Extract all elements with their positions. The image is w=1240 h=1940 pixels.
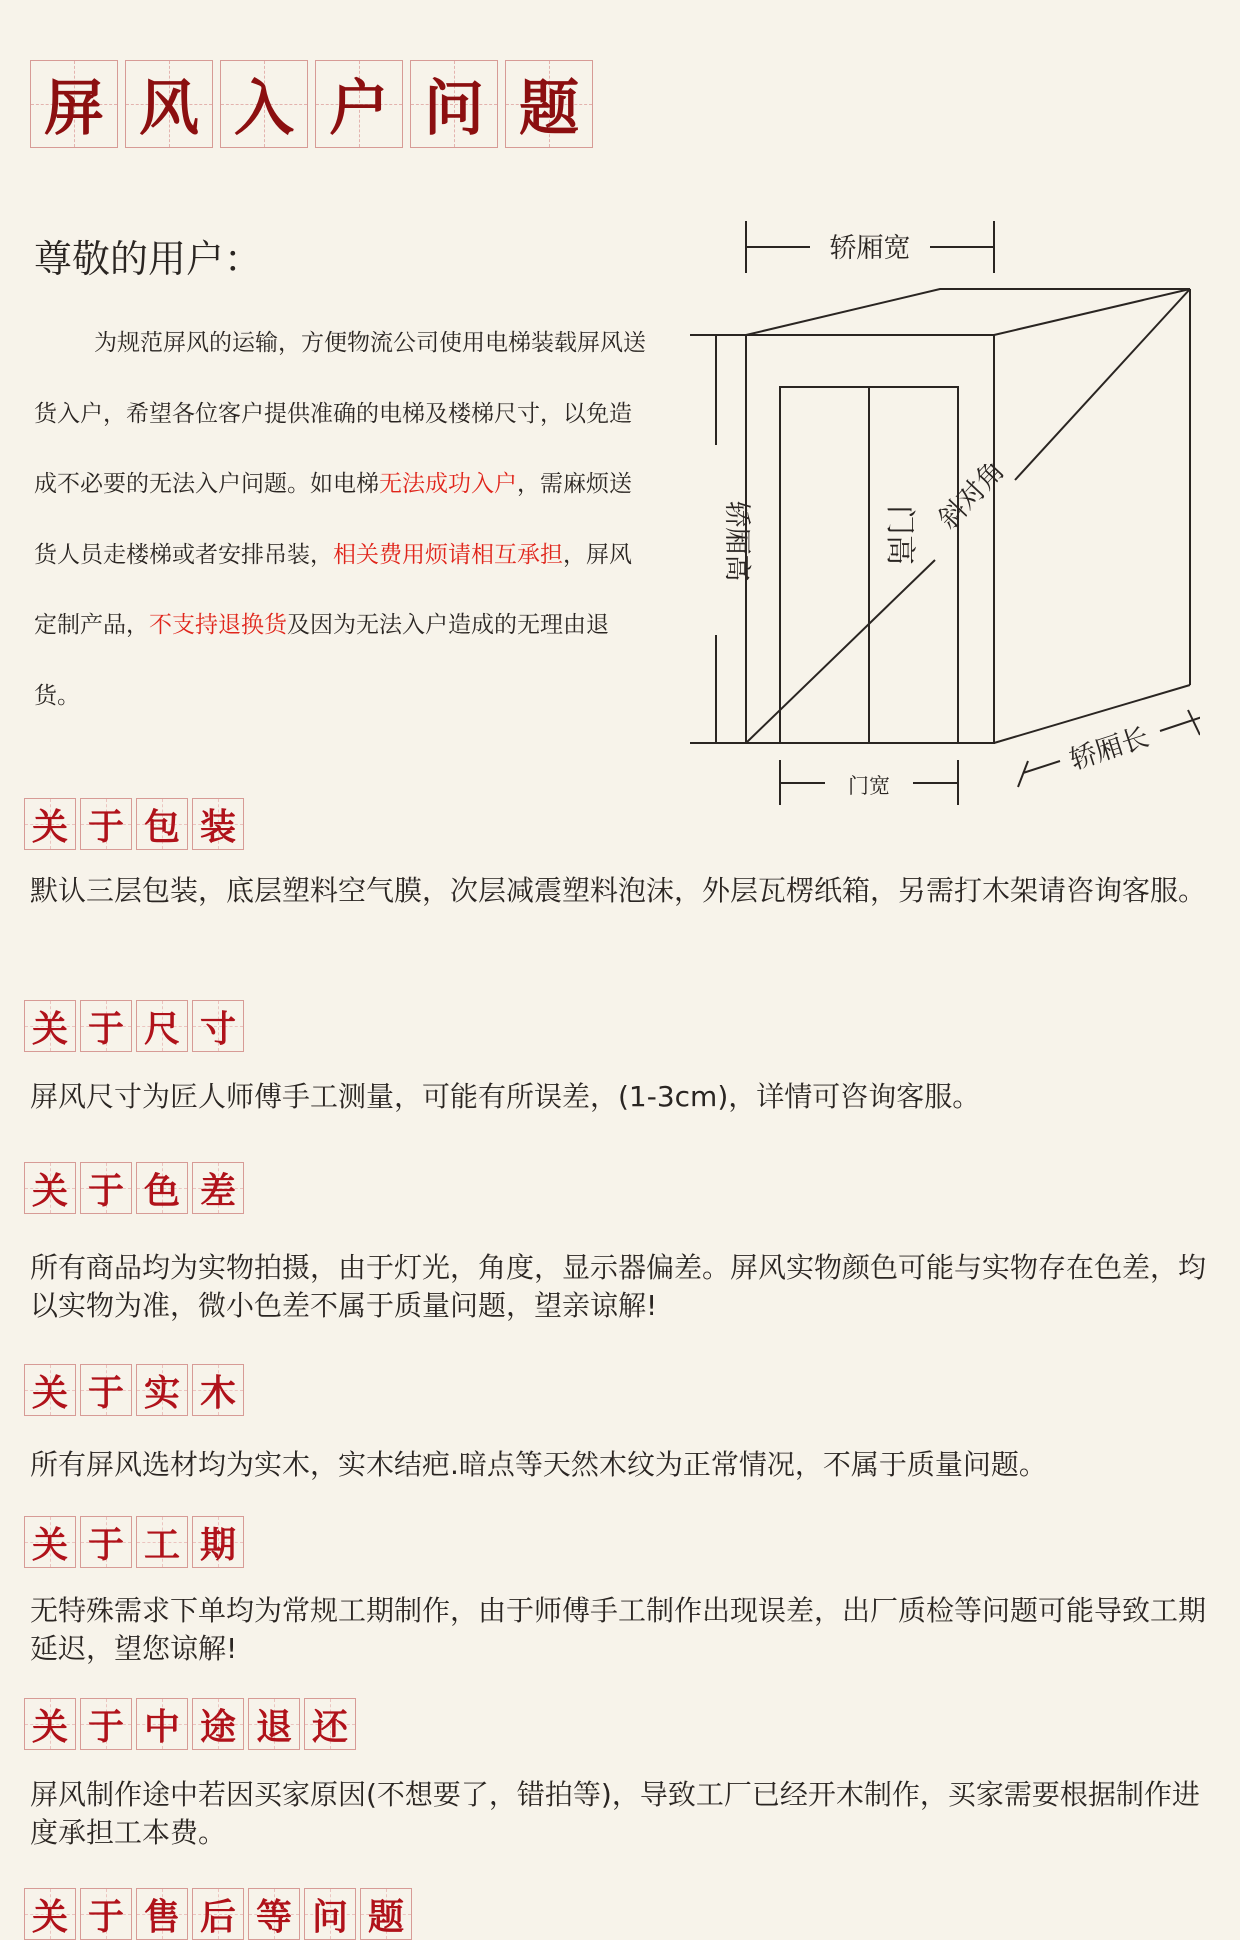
section-title-char: 期 [192, 1516, 244, 1568]
section-title-char: 题 [360, 1888, 412, 1940]
label-car-length: 轿厢长 [1066, 721, 1153, 777]
label-diagonal: 斜对角 [932, 455, 1011, 536]
section-title-char: 工 [136, 1516, 188, 1568]
section-title-char: 于 [80, 798, 132, 850]
title-char: 户 [315, 60, 403, 148]
section-title-char: 色 [136, 1162, 188, 1214]
label-door-width: 门宽 [848, 774, 890, 798]
section-title-char: 于 [80, 1888, 132, 1940]
section-text-midway-return: 屏风制作途中若因买家原因(不想要了，错拍等)，导致工厂已经开木制作，买家需要根据制作进度承担工本费。 [30, 1778, 1200, 1849]
notice-warning: 不支持退换货 [149, 612, 287, 638]
section-title-char: 中 [136, 1698, 188, 1750]
section-title-char: 木 [192, 1364, 244, 1416]
label-door-height: 门高 [882, 505, 917, 565]
section-title-char: 关 [24, 1364, 76, 1416]
notice-text: 为规范屏风的运输，方便物流公司使用电梯装载屏风送货入户，希望各位客户提供准确的电梯及楼梯尺寸，以免造成不必要的无法入户问题。如电梯 [34, 330, 646, 497]
label-car-width: 轿厢宽 [829, 233, 911, 264]
notice-paragraph [34, 308, 652, 731]
section-title-char: 途 [192, 1698, 244, 1750]
label-car-height: 轿厢高 [721, 500, 752, 582]
section-title-char: 于 [80, 1364, 132, 1416]
section-title-color [24, 1162, 248, 1214]
notice-warning: 无法成功入户 [379, 471, 517, 497]
section-title-wood [24, 1364, 248, 1416]
section-title-char: 寸 [192, 1000, 244, 1052]
notice-text: ，屏风定制产品， [34, 541, 632, 638]
section-title-char: 问 [304, 1888, 356, 1940]
section-title-char: 还 [304, 1698, 356, 1750]
notice-text: 及因为无法入户造成的无理由退货。 [34, 612, 609, 709]
section-title-char: 于 [80, 1698, 132, 1750]
title-char: 问 [410, 60, 498, 148]
section-title-after-sales [24, 1888, 416, 1940]
section-title-char: 尺 [136, 1000, 188, 1052]
section-title-char: 装 [192, 798, 244, 850]
section-title-size [24, 1000, 248, 1052]
section-title-char: 于 [80, 1000, 132, 1052]
section-title-char: 实 [136, 1364, 188, 1416]
section-title-char: 退 [248, 1698, 300, 1750]
section-title-midway-return [24, 1698, 360, 1750]
section-title-char: 等 [248, 1888, 300, 1940]
section-title-char: 于 [80, 1162, 132, 1214]
section-title-char: 差 [192, 1162, 244, 1214]
section-title-char: 后 [192, 1888, 244, 1940]
section-title-char: 关 [24, 1888, 76, 1940]
section-title-char: 关 [24, 798, 76, 850]
section-text-packaging: 默认三层包装，底层塑料空气膜，次层减震塑料泡沫，外层瓦楞纸箱，另需打木架请咨询客服。 [30, 874, 1207, 907]
section-text-color: 所有商品均为实物拍摄，由于灯光，角度，显示器偏差。屏风实物颜色可能与实物存在色差，均以实物为准，微小色差不属于质量问题，望亲谅解! [30, 1251, 1207, 1322]
section-title-schedule [24, 1516, 248, 1568]
notice-text: ，需麻烦送货人员走楼梯或者安排吊装， [34, 471, 632, 568]
section-text-wood: 所有屏风选材均为实木，实木结疤.暗点等天然木纹为正常情况，不属于质量问题。 [30, 1448, 1047, 1481]
section-text-size: 屏风尺寸为匠人师傅手工测量，可能有所误差，(1-3cm)，详情可咨询客服。 [30, 1080, 981, 1113]
section-title-char: 售 [136, 1888, 188, 1940]
section-title-char: 关 [24, 1698, 76, 1750]
elevator-diagram [660, 205, 1200, 805]
section-text-schedule: 无特殊需求下单均为常规工期制作，由于师傅手工制作出现误差，出厂质检等问题可能导致工期延迟，望您谅解! [30, 1594, 1207, 1665]
section-title-char: 关 [24, 1162, 76, 1214]
page-title [30, 60, 600, 148]
section-title-packaging [24, 798, 248, 850]
greeting: 尊敬的用户： [34, 237, 263, 281]
section-title-char: 包 [136, 798, 188, 850]
section-title-char: 关 [24, 1516, 76, 1568]
section-title-char: 于 [80, 1516, 132, 1568]
title-char: 风 [125, 60, 213, 148]
notice-warning: 相关费用烦请相互承担 [333, 541, 563, 568]
elevator-diagram-svg [660, 205, 1200, 805]
title-char: 题 [505, 60, 593, 148]
section-title-char: 关 [24, 1000, 76, 1052]
title-char: 入 [220, 60, 308, 148]
title-char: 屏 [30, 60, 118, 148]
